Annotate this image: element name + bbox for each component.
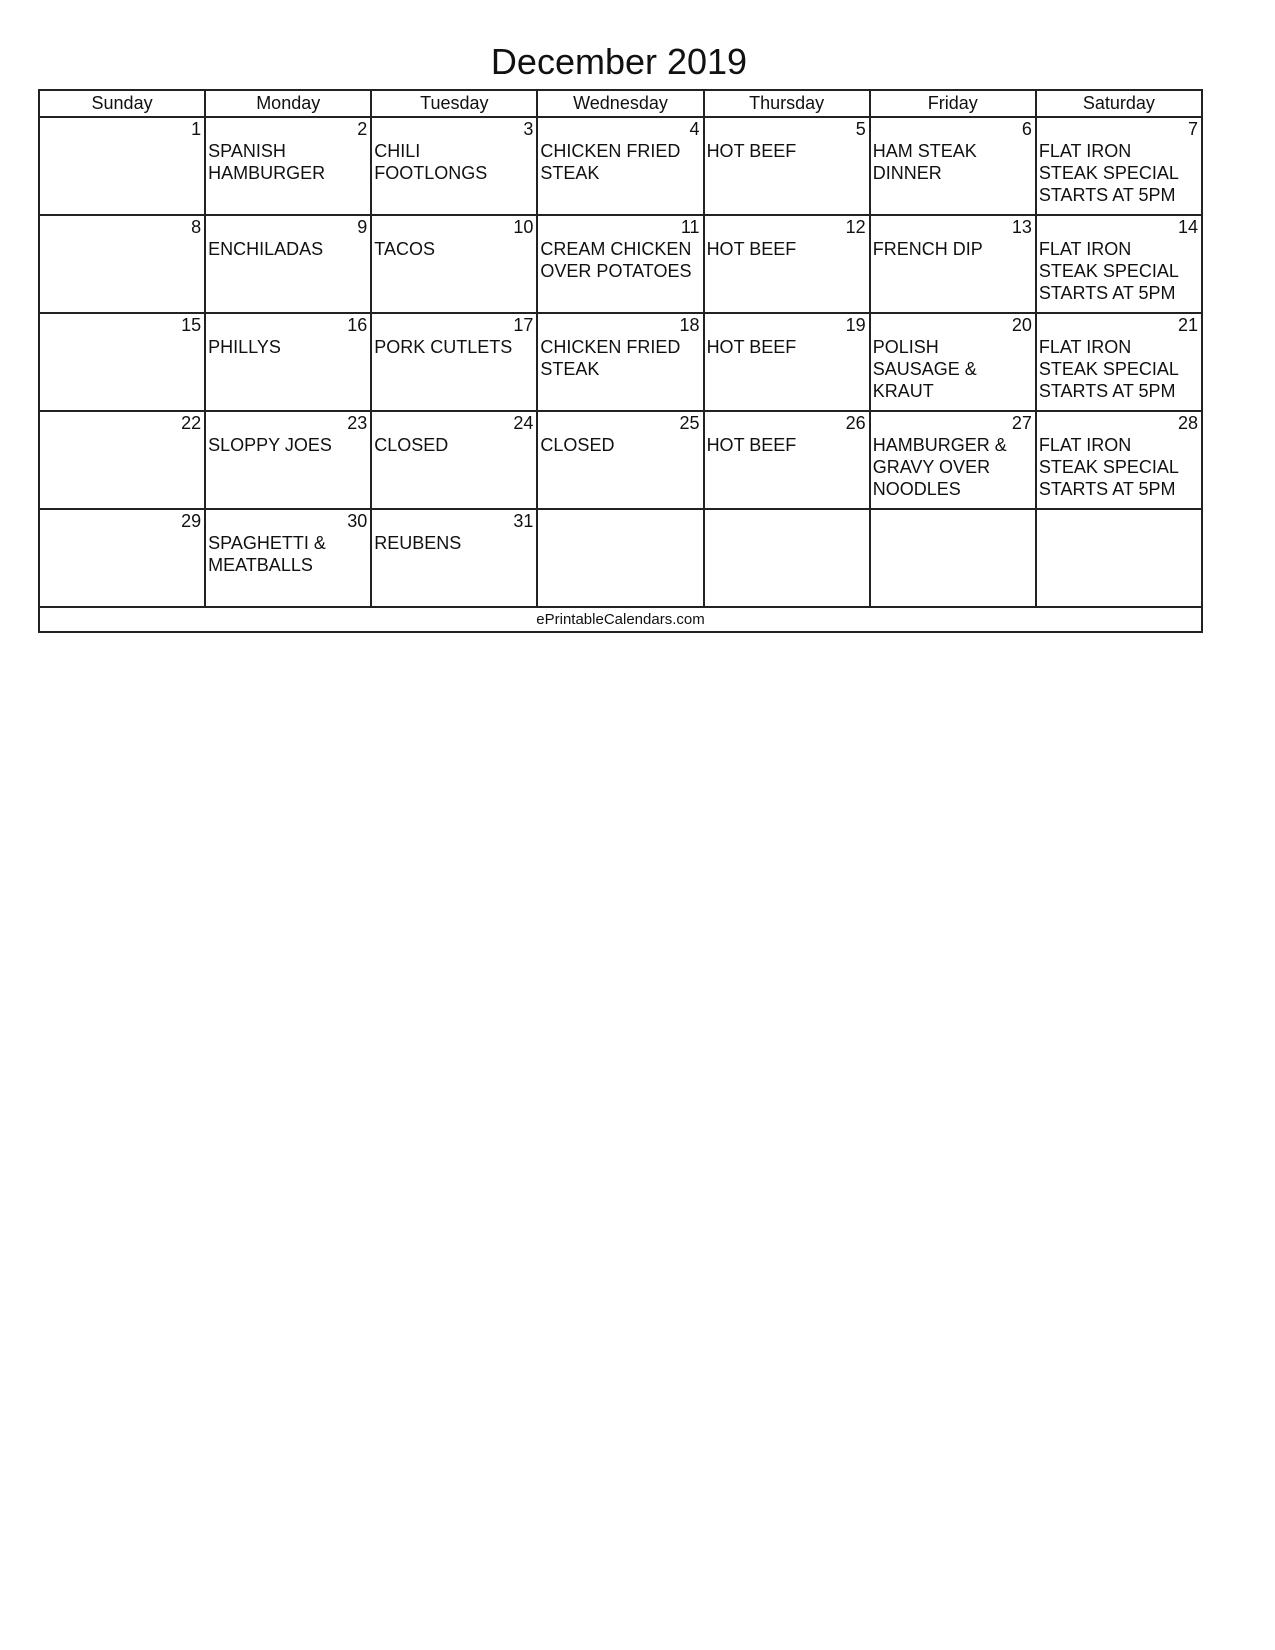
day-cell bbox=[537, 411, 703, 509]
day-cell-empty bbox=[1036, 509, 1202, 607]
day-cell-empty bbox=[870, 509, 1036, 607]
day-number: 16 bbox=[347, 315, 368, 335]
day-number: 15 bbox=[181, 315, 202, 335]
meal-text: FLAT IRON STEAK SPECIAL STARTS AT 5PM bbox=[1038, 239, 1179, 303]
meal-text: HAM STEAK DINNER bbox=[872, 141, 977, 183]
meal-text: HAMBURGER & GRAVY OVER NOODLES bbox=[872, 435, 1007, 499]
day-cell bbox=[870, 313, 1036, 411]
day-cell bbox=[537, 117, 703, 215]
day-cell bbox=[704, 411, 870, 509]
day-number: 20 bbox=[1011, 315, 1032, 335]
weekday-header: Monday bbox=[205, 90, 371, 117]
meal-text: ENCHILADAS bbox=[208, 239, 324, 259]
day-number: 19 bbox=[845, 315, 866, 335]
weekday-header: Tuesday bbox=[371, 90, 537, 117]
meal-text: SLOPPY JOES bbox=[208, 435, 332, 455]
day-cell bbox=[1036, 313, 1202, 411]
meal-text: FLAT IRON STEAK SPECIAL STARTS AT 5PM bbox=[1038, 435, 1179, 499]
day-cell bbox=[870, 411, 1036, 509]
day-cell bbox=[39, 313, 205, 411]
day-cell bbox=[205, 117, 371, 215]
day-cell bbox=[870, 215, 1036, 313]
day-cell bbox=[1036, 411, 1202, 509]
weekday-header: Friday bbox=[870, 90, 1036, 117]
day-number: 24 bbox=[513, 413, 534, 433]
week-row bbox=[39, 117, 1202, 215]
footer-row bbox=[39, 607, 1202, 632]
day-number: 27 bbox=[1011, 413, 1032, 433]
day-cell bbox=[704, 215, 870, 313]
weekday-header: Saturday bbox=[1036, 90, 1202, 117]
day-cell bbox=[205, 215, 371, 313]
day-cell bbox=[371, 215, 537, 313]
day-number: 13 bbox=[1011, 217, 1032, 237]
day-cell bbox=[39, 509, 205, 607]
meal-text: SPANISH HAMBURGER bbox=[208, 141, 326, 183]
week-row bbox=[39, 509, 1202, 607]
day-number: 21 bbox=[1177, 315, 1198, 335]
day-cell bbox=[39, 215, 205, 313]
week-row bbox=[39, 313, 1202, 411]
meal-text: HOT BEEF bbox=[706, 337, 797, 357]
meal-text: FRENCH DIP bbox=[872, 239, 983, 259]
meal-text: CHICKEN FRIED STEAK bbox=[540, 141, 681, 183]
day-number: 10 bbox=[513, 217, 534, 237]
meal-text: HOT BEEF bbox=[706, 141, 797, 161]
day-cell bbox=[39, 411, 205, 509]
meal-text: FLAT IRON STEAK SPECIAL STARTS AT 5PM bbox=[1038, 337, 1179, 401]
week-row bbox=[39, 215, 1202, 313]
day-number: 1 bbox=[191, 119, 202, 139]
day-cell bbox=[371, 313, 537, 411]
meal-text: HOT BEEF bbox=[706, 239, 797, 259]
meal-text: FLAT IRON STEAK SPECIAL STARTS AT 5PM bbox=[1038, 141, 1179, 205]
day-number: 8 bbox=[191, 217, 202, 237]
weekday-header: Wednesday bbox=[537, 90, 703, 117]
day-cell bbox=[704, 117, 870, 215]
day-cell bbox=[537, 215, 703, 313]
day-cell bbox=[537, 313, 703, 411]
day-number: 7 bbox=[1187, 119, 1198, 139]
day-number: 17 bbox=[513, 315, 534, 335]
calendar-title: December 2019 bbox=[490, 41, 748, 82]
day-number: 29 bbox=[181, 511, 202, 531]
day-cell bbox=[205, 411, 371, 509]
day-cell bbox=[1036, 215, 1202, 313]
meal-text: CREAM CHICKEN OVER POTATOES bbox=[540, 239, 692, 281]
day-number: 28 bbox=[1177, 413, 1198, 433]
day-number: 12 bbox=[845, 217, 866, 237]
calendar-grid bbox=[38, 89, 1203, 633]
day-cell bbox=[371, 411, 537, 509]
meal-text: CHICKEN FRIED STEAK bbox=[540, 337, 681, 379]
meal-text: TACOS bbox=[374, 239, 435, 259]
day-cell bbox=[371, 509, 537, 607]
day-cell-empty bbox=[704, 509, 870, 607]
day-cell bbox=[1036, 117, 1202, 215]
day-number: 11 bbox=[680, 217, 700, 237]
day-cell bbox=[371, 117, 537, 215]
meal-text: PORK CUTLETS bbox=[374, 337, 513, 357]
day-number bbox=[1037, 510, 1201, 532]
meal-text: REUBENS bbox=[374, 533, 462, 553]
day-number: 23 bbox=[347, 413, 368, 433]
day-number: 5 bbox=[855, 119, 866, 139]
day-number: 26 bbox=[845, 413, 866, 433]
footer-credit: ePrintableCalendars.com bbox=[39, 607, 1202, 632]
day-number bbox=[871, 510, 1035, 532]
day-number: 9 bbox=[357, 217, 368, 237]
meal-text: CLOSED bbox=[374, 435, 449, 455]
day-number: 4 bbox=[689, 119, 700, 139]
day-cell bbox=[870, 117, 1036, 215]
day-number: 22 bbox=[181, 413, 202, 433]
day-number: 6 bbox=[1021, 119, 1032, 139]
meal-text: POLISH SAUSAGE & KRAUT bbox=[872, 337, 977, 401]
meal-text: PHILLYS bbox=[208, 337, 281, 357]
week-row bbox=[39, 411, 1202, 509]
meal-text: CHILI FOOTLONGS bbox=[374, 141, 488, 183]
meal-text: HOT BEEF bbox=[706, 435, 797, 455]
weekday-header: Sunday bbox=[39, 90, 205, 117]
meal-text: CLOSED bbox=[540, 435, 615, 455]
day-number: 2 bbox=[357, 119, 368, 139]
day-number: 3 bbox=[523, 119, 534, 139]
day-cell bbox=[205, 509, 371, 607]
weekday-header: Thursday bbox=[704, 90, 870, 117]
meal-text: SPAGHETTI & MEATBALLS bbox=[208, 533, 326, 575]
day-cell-empty bbox=[537, 509, 703, 607]
day-number: 25 bbox=[679, 413, 700, 433]
day-number: 31 bbox=[513, 511, 534, 531]
day-number bbox=[705, 510, 869, 532]
day-number: 14 bbox=[1177, 217, 1198, 237]
day-cell bbox=[39, 117, 205, 215]
day-number: 18 bbox=[679, 315, 700, 335]
day-number bbox=[538, 510, 702, 532]
weekday-header-row bbox=[39, 90, 1202, 117]
day-number: 30 bbox=[347, 511, 368, 531]
day-cell bbox=[205, 313, 371, 411]
day-cell bbox=[704, 313, 870, 411]
